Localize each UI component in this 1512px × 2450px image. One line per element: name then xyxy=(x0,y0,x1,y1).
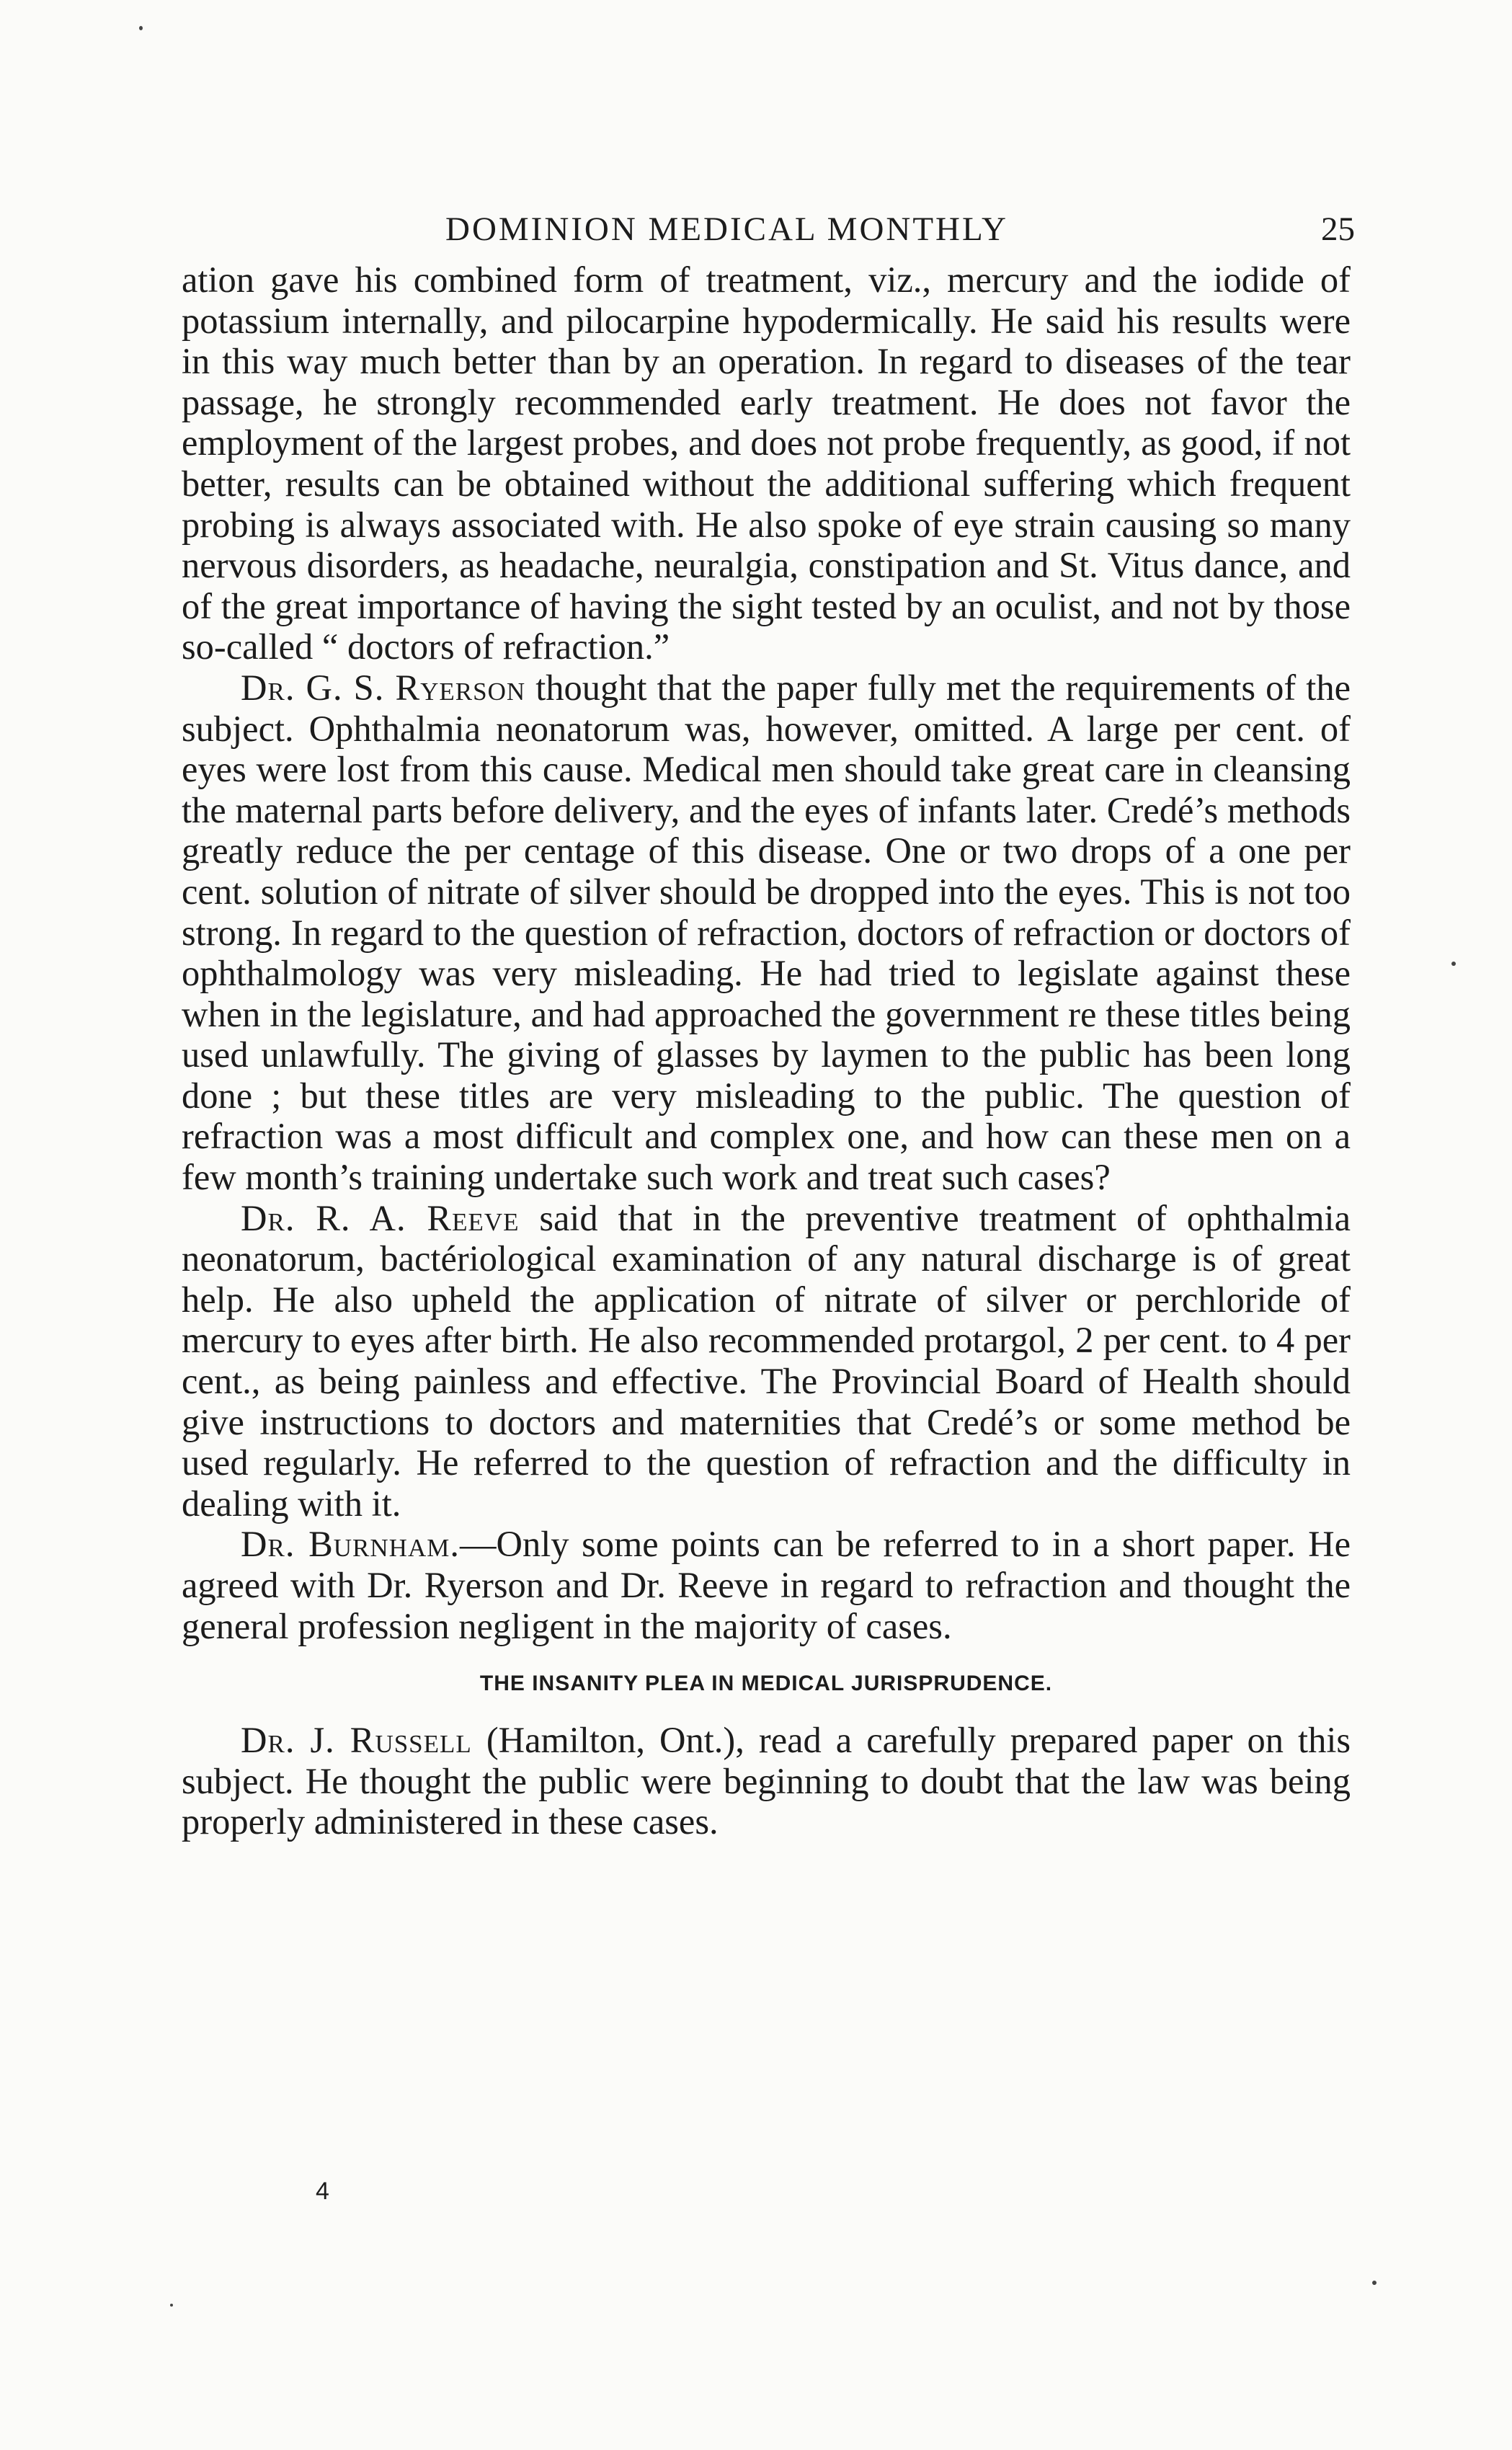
page-number: 25 xyxy=(1321,210,1355,248)
running-head xyxy=(0,208,1512,251)
scan-speck xyxy=(1372,2281,1377,2285)
speaker-name: Dr. J. Russell xyxy=(241,1720,472,1761)
running-title: DOMINION MEDICAL MONTHLY xyxy=(445,210,1008,248)
paragraph-text: ation gave his combined form of treatment, viz., mercury and the iodide of potassium internally, and pilocarpine hypodermically. He said his results were in this way much better than by an operation. In regard to diseases of the tear passage, he strongly recommended early treatment. He does not favor the employment of the largest probes, and does not probe frequently, as good, if not better, results can be obtained without the additional suffering which frequent probing is always associated with. He also spoke of eye strain causing so many nervous disorders, as headache, neuralgia, constipation and St. Vitus dance, and of the great importance of having the sight tested by an oculist, and not by those so-called “ doctors of refraction.” xyxy=(182,259,1351,667)
scan-speck xyxy=(139,26,143,30)
paragraph-text: said that in the preventive treatment of ophthalmia neonatorum, bactériological examination of any natural discharge is of great help. He also upheld the application of nitrate of silver or perchloride of mercury to eyes after birth. He also recommended protargol, 2 per cent. to 4 per cent., as being painless and effective. The Provincial Board of Health should give instructions to doctors and maternities that Credé’s or some method be used regularly. He referred to the question of refraction and the difficulty in dealing with it. xyxy=(182,1197,1351,1524)
paragraph-burnham xyxy=(182,1524,1351,1646)
body-text xyxy=(182,259,1351,1842)
paragraph-text: (Hamilton, Ont.), read a carefully prepared paper on this subject. He thought the public were beginning to doubt that the law was being properly administered in these cases. xyxy=(182,1720,1351,1842)
paragraph-reeve xyxy=(182,1198,1351,1524)
signature-mark: 4 xyxy=(316,2178,329,2205)
speaker-name: Dr. G. S. Ryerson xyxy=(241,667,526,708)
speaker-name: Dr. Burnham. xyxy=(241,1524,460,1565)
paragraph-text: —Only some points can be referred to in a short paper. He agreed with Dr. Ryerson and Dr. Reeve in regard to refraction and thought the general profession negligent in the majority of cases. xyxy=(182,1524,1351,1646)
paragraph-text: thought that the paper fully met the requirements of the subject. Ophthalmia neonatorum was, however, omitted. A large per cent. of eyes were lost from this cause. Medical men should take great care in cleansing the maternal parts before delivery, and the eyes of infants later. Credé’s methods greatly reduce the per centage of this disease. One or two drops of a one per cent. solution of nitrate of silver should be dropped into the eyes. This is not too strong. In regard to the question of refraction, doctors of refraction or doctors of ophthalmology was very misleading. He had tried to legislate against these when in the legislature, and had approached the government re these titles being used unlawfully. The giving of glasses by laymen to the public has been long done ; but these titles are very misleading to the public. The question of refraction was a most difficult and complex one, and how can these men on a few month’s training undertake such work and treat such cases? xyxy=(182,667,1351,1198)
paragraph-continued xyxy=(182,259,1351,667)
scan-speck xyxy=(1451,962,1456,966)
paragraph-russell xyxy=(182,1720,1351,1842)
speaker-name: Dr. R. A. Reeve xyxy=(241,1197,520,1238)
section-heading: THE INSANITY PLEA IN MEDICAL JURISPRUDENCE. xyxy=(479,1672,1053,1696)
scan-speck xyxy=(170,2304,173,2307)
paragraph-ryerson xyxy=(182,667,1351,1198)
